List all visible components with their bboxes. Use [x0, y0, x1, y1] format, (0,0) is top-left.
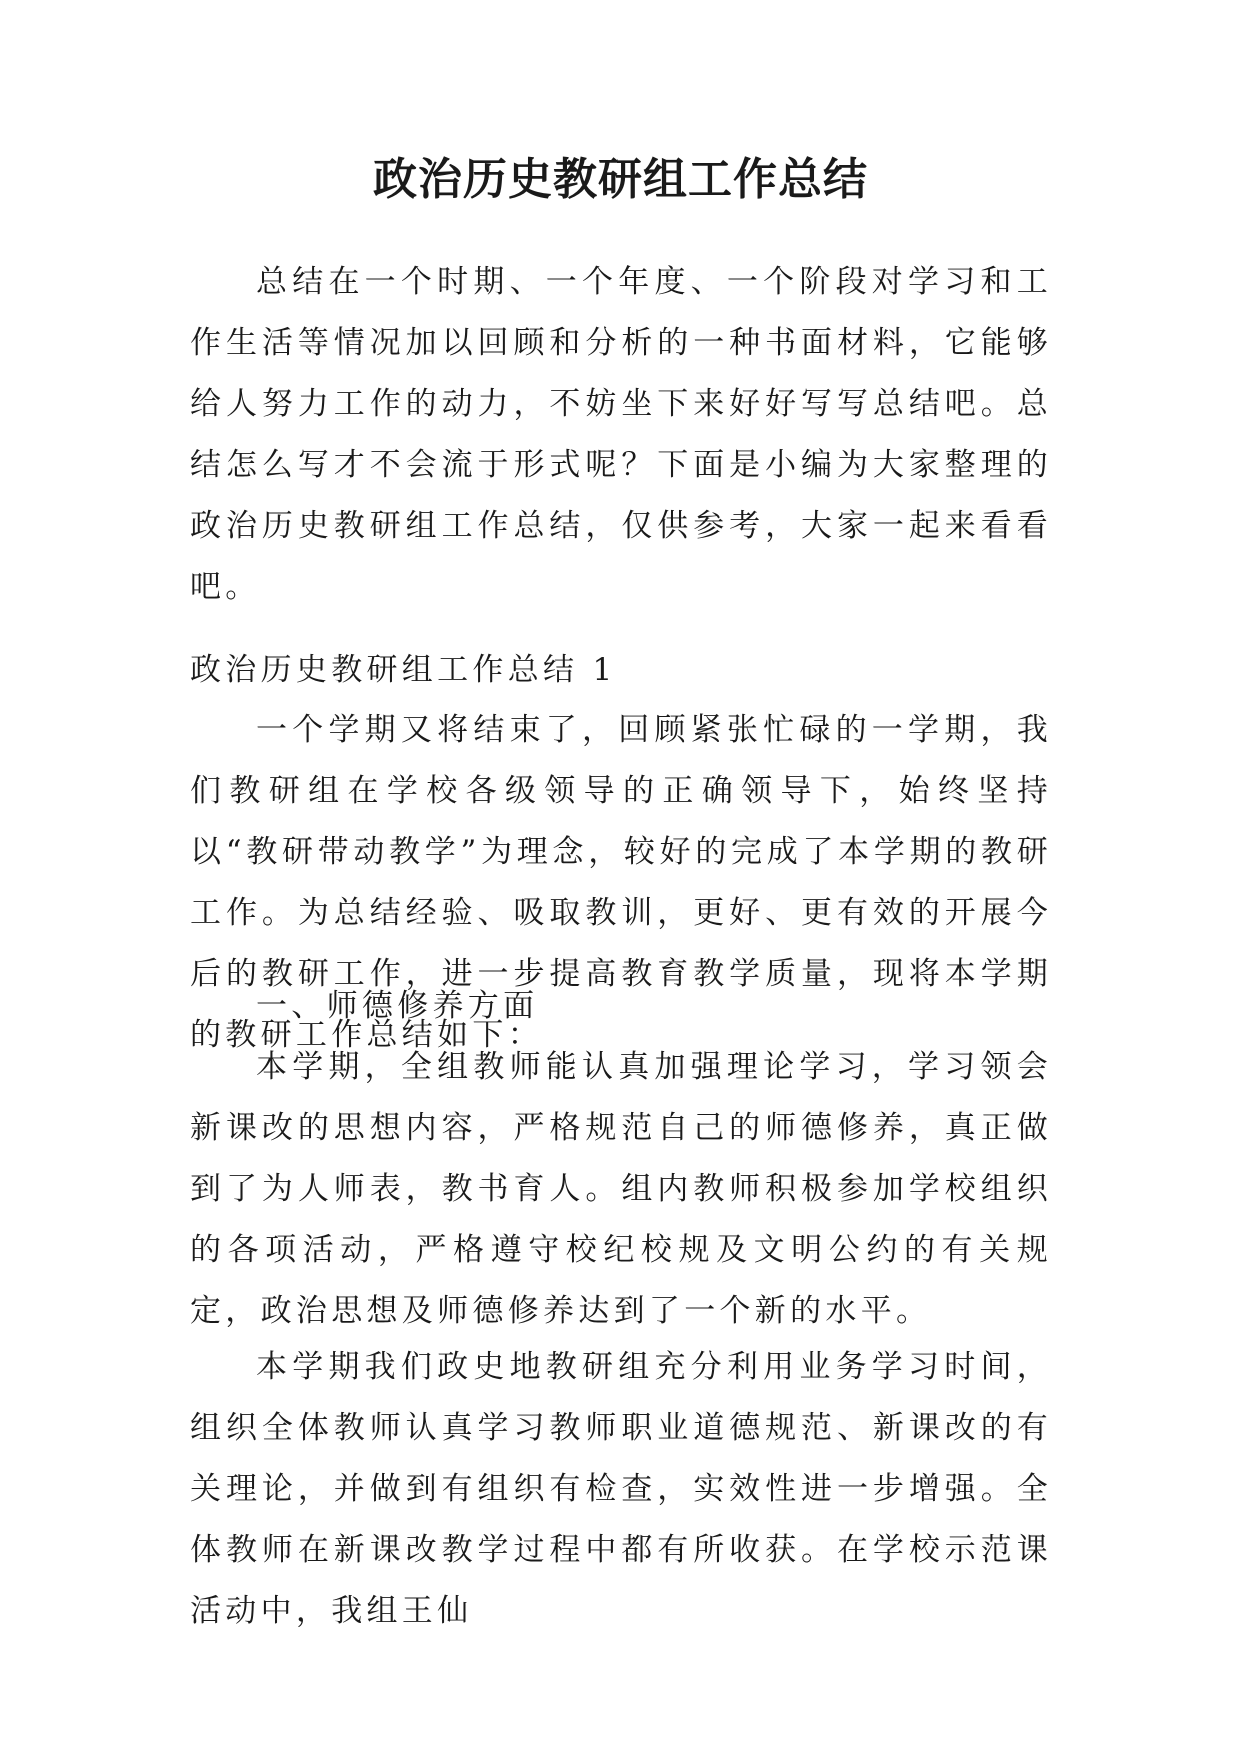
paragraph-2: 本学期，全组教师能认真加强理论学习，学习领会新课改的思想内容，严格规范自己的师德修养，真正做到了为人师表，教书育人。组内教师积极参加学校组织的各项活动，严格遵守校纪校规及文明公约的有关规定，政治思想及师德修养达到了一个新的水平。	[190, 1049, 1052, 1329]
paragraph-1: 一个学期又将结束了，回顾紧张忙碌的一学期，我们教研组在学校各级领导的正确领导下，始终坚持以“教研带动教学”为理念，较好的完成了本学期的教研工作。为总结经验、吸取教训，更好、更有效的开展今后的教研工作，进一步提高教育教学质量，现将本学期的教研工作总结如下：	[190, 712, 1052, 1053]
intro-paragraph: 总结在一个时期、一个年度、一个阶段对学习和工作生活等情况加以回顾和分析的一种书面材料，它能够给人努力工作的动力，不妨坐下来好好写写总结吧。总结怎么写才不会流于形式呢？下面是小编为大家整理的政治历史教研组工作总结，仅供参考，大家一起来看看吧。	[190, 264, 1052, 605]
paragraph-3: 本学期我们政史地教研组充分利用业务学习时间，组织全体教师认真学习教师职业道德规范、新课改的有关理论，并做到有组织有检查，实效性进一步增强。全体教师在新课改教学过程中都有所收获。在学校示范课活动中，我组王仙	[190, 1349, 1052, 1629]
subheading-ethics: 一、师德修养方面	[256, 988, 539, 1024]
section-heading: 政治历史教研组工作总结 1	[190, 652, 617, 688]
document-title: 政治历史教研组工作总结	[373, 154, 868, 205]
